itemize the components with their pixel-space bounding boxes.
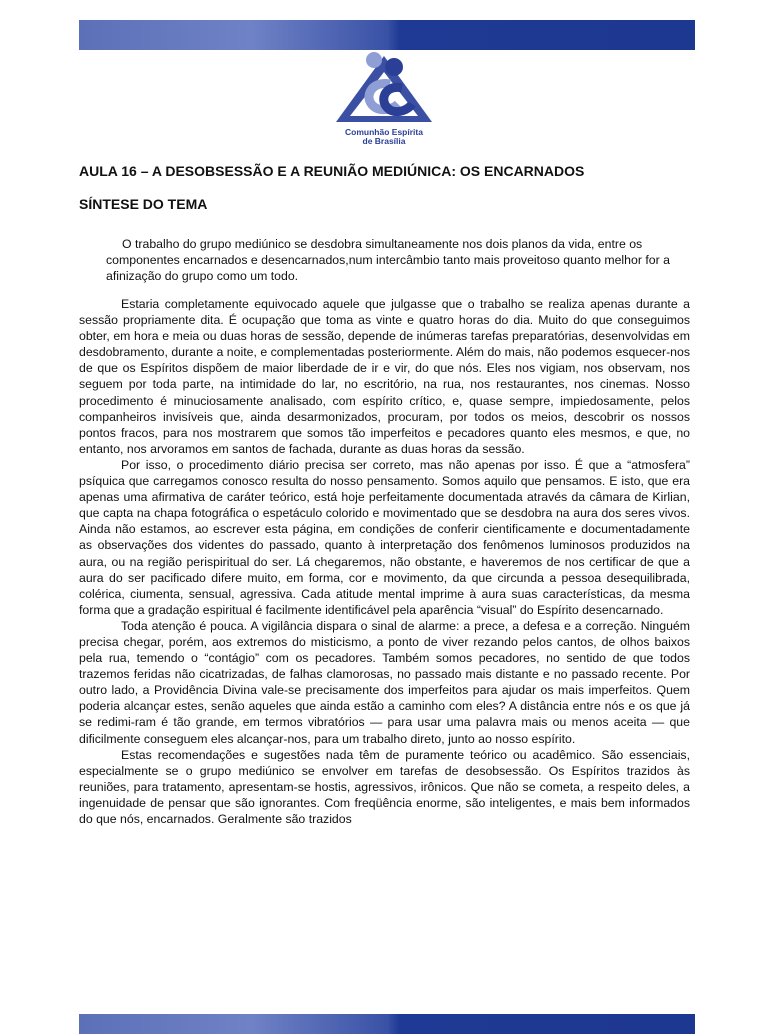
logo-line-2: de Brasília: [362, 136, 406, 146]
logo: [332, 50, 436, 146]
footer-band: [79, 1014, 695, 1034]
section-heading: SÍNTESE DO TEMA: [79, 196, 208, 212]
header-band: [79, 20, 695, 50]
intro-paragraph: O trabalho do grupo mediúnico se desdobra simultaneamente nos dois planos da vida, entre os componentes encarnados e desencarnados,num intercâmbio tanto mais proveitoso quanto melhor for a afinização do grupo como um todo.: [106, 237, 670, 284]
logo-line-1: Comunhão Espírita: [345, 127, 423, 137]
paragraph: Estas recomendações e sugestões nada têm de puramente teórico ou acadêmico. São essenciais, especialmente se o grupo mediúnico se envolver em tarefas de desobsessão. Os Espíritos trazidos às reuniões, para tratamento, apresentam-se hostis, agressivos, irônicos. Que não se cometa, a respeito deles, a ingenuidade de pensar que são ignorantes. Com freqüência enorme, são inteligentes, e mais bem informados do que nós, encarnados. Geralmente são trazidos: [79, 747, 690, 826]
lesson-title: AULA 16 – A DESOBSESSÃO E A REUNIÃO MEDIÚNICA: OS ENCARNADOS: [79, 163, 585, 179]
paragraph: Por isso, o procedimento diário precisa ser correto, mas não apenas por isso. É que a “atmosfera” psíquica que carregamos conosco resulta do nosso pensamento. Somos aquilo que pensamos. E isto, que era apenas uma afirmativa de caráter teórico, está hoje perfeitamente documentada através da câmara de Kirlian, que capta na chapa fotográfica o espetáculo colorido e movimentado que se desdobra na aura dos seres vivos. Ainda não estamos, ao escrever esta página, em condições de conferir cientificamente e documentadamente as observações dos videntes do passado, quanto à interpretação dos fenômenos luminosos produzidos na aura, ou na região perispiritual do ser. Lá chegaremos, não obstante, e haveremos de nos certificar de que a aura do ser pacificado difere muito, em forma, cor e movimento, da que circunda a pessoa desequilibrada, colérica, ciumenta, sensual, agressiva. Cada atitude mental imprime à aura suas características, da mesma forma que a gradação espiritual é facilmente identificável pela aparência “visual” do Espírito desencarnado.: [79, 457, 690, 617]
intro-block: [106, 236, 690, 284]
paragraph: Toda atenção é pouca. A vigilância dispara o sinal de alarme: a prece, a defesa e a correção. Ninguém precisa chegar, porém, aos extremos do misticismo, a ponto de viver rezando pelos cantos, de olhos baixos pela rua, temendo o “contágio” com os pecadores. Também somos pecadores, no sentido de que todos trazemos feridas não cicatrizadas, de falhas clamorosas, no passado mais distante e no passado recente. Por outro lado, a Providência Divina vale-se precisamente dos imperfeitos para ajudar os mais imperfeitos. Quem poderia alcançar estes, senão aqueles que ainda estão a caminho com eles? A distância entre nós e os que já se redimi-ram é tão grande, em termos vibratórios — para usar uma palavra mais ou menos aceita — que dificilmente conseguem eles alcançar-nos, para um trabalho direto, junto ao nosso espírito.: [79, 618, 690, 746]
paragraph: Estaria completamente equivocado aquele que julgasse que o trabalho se realiza apenas durante a sessão propriamente dita. É ocupação que toma as vinte e quatro horas do dia. Muito do que conseguimos obter, em hora e meia ou duas horas de sessão, depende de inúmeras tarefas preparatórias, desenvolvidas em desdobramento, durante a noite, e complementadas posteriormente. Além do mais, não podemos esquecer-nos de que os Espíritos dispõem de maior liberdade de ir e vir, do que nós. Eles nos vigiam, nos observam, nos seguem por toda parte, na intimidade do lar, no escritório, na rua, nos restaurantes, nos cinemas. Nosso procedimento é minuciosamente analisado, com espírito crítico, e, quase sempre, impiedosamente, pelos companheiros invisíveis que, ainda desarmonizados, procuram, por todos os meios, descobrir os nossos pontos fracos, para nos mostrarem que somos tão imperfeitos e pecadores quanto eles mesmos, e que, no entanto, nos arvoramos em santos de fachada, durante as duas horas da sessão.: [79, 297, 690, 456]
body-text: [79, 296, 690, 827]
logo-emblem-icon: [332, 50, 436, 128]
